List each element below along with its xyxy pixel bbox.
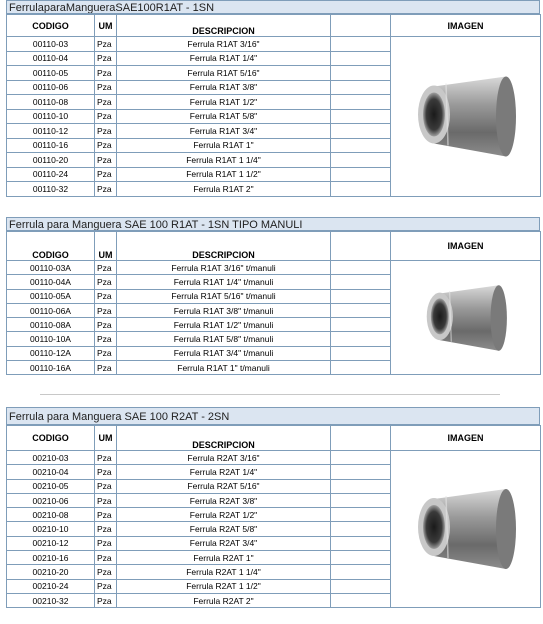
row-description: Ferrula R2AT 3/4" bbox=[117, 536, 331, 550]
row-description: Ferrula R1AT 1" t/manuli bbox=[117, 361, 331, 375]
header-um: UM bbox=[95, 426, 117, 451]
row-blank bbox=[331, 508, 391, 522]
row-code: 00110-12 bbox=[7, 124, 95, 139]
row-blank bbox=[331, 479, 391, 493]
row-um: Pza bbox=[95, 66, 117, 81]
row-code: 00210-24 bbox=[7, 579, 95, 593]
row-description: Ferrula R1AT 1/4" bbox=[117, 51, 331, 66]
row-um: Pza bbox=[95, 479, 117, 493]
row-blank bbox=[331, 579, 391, 593]
row-code: 00210-32 bbox=[7, 593, 95, 607]
row-code: 00210-03 bbox=[7, 451, 95, 465]
row-description: Ferrula R1AT 3/16" bbox=[117, 37, 331, 52]
row-blank bbox=[331, 167, 391, 182]
row-code: 00210-20 bbox=[7, 565, 95, 579]
row-um: Pza bbox=[95, 465, 117, 479]
row-um: Pza bbox=[95, 451, 117, 465]
row-description: Ferrula R2AT 1 1/4" bbox=[117, 565, 331, 579]
header-descripcion: DESCRIPCION bbox=[117, 15, 331, 37]
ferrule-image bbox=[406, 59, 526, 174]
row-um: Pza bbox=[95, 493, 117, 507]
row-blank bbox=[331, 289, 391, 303]
table-body bbox=[7, 261, 541, 375]
row-blank bbox=[331, 51, 391, 66]
row-blank bbox=[331, 303, 391, 317]
table-body bbox=[7, 451, 541, 608]
section-r2at bbox=[6, 407, 540, 608]
row-um: Pza bbox=[95, 579, 117, 593]
row-code: 00210-10 bbox=[7, 522, 95, 536]
table-row bbox=[7, 37, 541, 52]
section-title: Ferrula para Manguera SAE 100 R1AT - 1SN TIPO MANULI bbox=[6, 217, 540, 231]
section-title: FerrulaparaMangueraSAE100R1AT - 1SN bbox=[6, 0, 540, 14]
row-blank bbox=[331, 565, 391, 579]
product-table bbox=[6, 231, 541, 375]
header-descripcion: DESCRIPCION bbox=[117, 232, 331, 261]
row-code: 00210-16 bbox=[7, 551, 95, 565]
row-um: Pza bbox=[95, 536, 117, 550]
row-code: 00110-08 bbox=[7, 95, 95, 110]
image-cell bbox=[391, 37, 541, 197]
row-blank bbox=[331, 522, 391, 536]
row-um: Pza bbox=[95, 303, 117, 317]
header-codigo: CODIGO bbox=[7, 426, 95, 451]
row-description: Ferrula R1AT 1/2" t/manuli bbox=[117, 318, 331, 332]
row-um: Pza bbox=[95, 153, 117, 168]
row-blank bbox=[331, 182, 391, 197]
row-blank bbox=[331, 37, 391, 52]
row-description: Ferrula R1AT 5/16" bbox=[117, 66, 331, 81]
row-um: Pza bbox=[95, 109, 117, 124]
row-description: Ferrula R1AT 5/16" t/manuli bbox=[117, 289, 331, 303]
row-um: Pza bbox=[95, 124, 117, 139]
row-description: Ferrula R1AT 1 1/4" bbox=[117, 153, 331, 168]
row-blank bbox=[331, 593, 391, 607]
row-description: Ferrula R2AT 1/2" bbox=[117, 508, 331, 522]
row-um: Pza bbox=[95, 51, 117, 66]
row-description: Ferrula R2AT 2" bbox=[117, 593, 331, 607]
row-description: Ferrula R1AT 3/16" t/manuli bbox=[117, 261, 331, 275]
header-codigo: CODIGO bbox=[7, 232, 95, 261]
row-description: Ferrula R1AT 3/8" bbox=[117, 80, 331, 95]
row-blank bbox=[331, 153, 391, 168]
row-um: Pza bbox=[95, 37, 117, 52]
row-description: Ferrula R1AT 3/8" t/manuli bbox=[117, 303, 331, 317]
row-blank bbox=[331, 66, 391, 81]
row-code: 00110-05 bbox=[7, 66, 95, 81]
row-code: 00110-03 bbox=[7, 37, 95, 52]
row-blank bbox=[331, 536, 391, 550]
row-description: Ferrula R2AT 5/16" bbox=[117, 479, 331, 493]
ferrule-image bbox=[411, 273, 521, 363]
row-um: Pza bbox=[95, 167, 117, 182]
table-row bbox=[7, 451, 541, 465]
row-description: Ferrula R1AT 5/8" t/manuli bbox=[117, 332, 331, 346]
row-description: Ferrula R1AT 1" bbox=[117, 138, 331, 153]
row-code: 00110-06 bbox=[7, 80, 95, 95]
row-code: 00210-08 bbox=[7, 508, 95, 522]
row-code: 00210-06 bbox=[7, 493, 95, 507]
row-blank bbox=[331, 332, 391, 346]
header-descripcion: DESCRIPCION bbox=[117, 426, 331, 451]
header-imagen: IMAGEN bbox=[391, 232, 541, 261]
header-codigo: CODIGO bbox=[7, 15, 95, 37]
row-um: Pza bbox=[95, 551, 117, 565]
row-code: 00210-04 bbox=[7, 465, 95, 479]
row-description: Ferrula R1AT 5/8" bbox=[117, 109, 331, 124]
row-um: Pza bbox=[95, 346, 117, 360]
row-description: Ferrula R1AT 1 1/2" bbox=[117, 167, 331, 182]
row-um: Pza bbox=[95, 361, 117, 375]
row-code: 00210-12 bbox=[7, 536, 95, 550]
row-um: Pza bbox=[95, 182, 117, 197]
row-um: Pza bbox=[95, 508, 117, 522]
row-description: Ferrula R2AT 1/4" bbox=[117, 465, 331, 479]
row-code: 00110-10 bbox=[7, 109, 95, 124]
row-code: 00110-32 bbox=[7, 182, 95, 197]
row-blank bbox=[331, 493, 391, 507]
table-body bbox=[7, 37, 541, 197]
row-code: 00210-05 bbox=[7, 479, 95, 493]
table-row bbox=[7, 261, 541, 275]
row-code: 00110-08A bbox=[7, 318, 95, 332]
row-description: Ferrula R2AT 1 1/2" bbox=[117, 579, 331, 593]
row-um: Pza bbox=[95, 275, 117, 289]
row-blank bbox=[331, 275, 391, 289]
section-r1at bbox=[6, 0, 540, 197]
row-blank bbox=[331, 465, 391, 479]
row-um: Pza bbox=[95, 289, 117, 303]
row-code: 00110-04A bbox=[7, 275, 95, 289]
product-table bbox=[6, 14, 541, 197]
row-description: Ferrula R1AT 3/4" bbox=[117, 124, 331, 139]
row-blank bbox=[331, 109, 391, 124]
row-um: Pza bbox=[95, 318, 117, 332]
row-blank bbox=[331, 138, 391, 153]
header-um: UM bbox=[95, 15, 117, 37]
row-um: Pza bbox=[95, 80, 117, 95]
header-um: UM bbox=[95, 232, 117, 261]
row-code: 00110-03A bbox=[7, 261, 95, 275]
row-um: Pza bbox=[95, 593, 117, 607]
divider bbox=[40, 394, 500, 395]
row-um: Pza bbox=[95, 522, 117, 536]
header-blank bbox=[331, 232, 391, 261]
row-blank bbox=[331, 95, 391, 110]
row-code: 00110-05A bbox=[7, 289, 95, 303]
row-description: Ferrula R1AT 1/2" bbox=[117, 95, 331, 110]
row-um: Pza bbox=[95, 261, 117, 275]
row-code: 00110-24 bbox=[7, 167, 95, 182]
row-description: Ferrula R2AT 3/8" bbox=[117, 493, 331, 507]
row-description: Ferrula R2AT 5/8" bbox=[117, 522, 331, 536]
header-blank bbox=[331, 15, 391, 37]
row-blank bbox=[331, 451, 391, 465]
row-blank bbox=[331, 318, 391, 332]
header-blank bbox=[331, 426, 391, 451]
row-description: Ferrula R1AT 2" bbox=[117, 182, 331, 197]
row-code: 00110-04 bbox=[7, 51, 95, 66]
image-cell bbox=[391, 451, 541, 608]
row-code: 00110-10A bbox=[7, 332, 95, 346]
row-description: Ferrula R2AT 3/16" bbox=[117, 451, 331, 465]
row-code: 00110-20 bbox=[7, 153, 95, 168]
row-code: 00110-16A bbox=[7, 361, 95, 375]
product-table bbox=[6, 425, 541, 608]
row-code: 00110-06A bbox=[7, 303, 95, 317]
row-blank bbox=[331, 124, 391, 139]
row-um: Pza bbox=[95, 332, 117, 346]
row-description: Ferrula R1AT 3/4" t/manuli bbox=[117, 346, 331, 360]
row-um: Pza bbox=[95, 565, 117, 579]
header-imagen: IMAGEN bbox=[391, 15, 541, 37]
header-imagen: IMAGEN bbox=[391, 426, 541, 451]
row-code: 00110-16 bbox=[7, 138, 95, 153]
section-r1at-manuli bbox=[6, 217, 540, 375]
section-title: Ferrula para Manguera SAE 100 R2AT - 2SN bbox=[6, 407, 540, 425]
row-blank bbox=[331, 361, 391, 375]
row-description: Ferrula R1AT 1/4" t/manuli bbox=[117, 275, 331, 289]
row-blank bbox=[331, 261, 391, 275]
row-um: Pza bbox=[95, 138, 117, 153]
row-description: Ferrula R2AT 1" bbox=[117, 551, 331, 565]
row-blank bbox=[331, 551, 391, 565]
row-blank bbox=[331, 346, 391, 360]
image-cell bbox=[391, 261, 541, 375]
ferrule-image bbox=[406, 469, 526, 589]
row-code: 00110-12A bbox=[7, 346, 95, 360]
row-blank bbox=[331, 80, 391, 95]
row-um: Pza bbox=[95, 95, 117, 110]
